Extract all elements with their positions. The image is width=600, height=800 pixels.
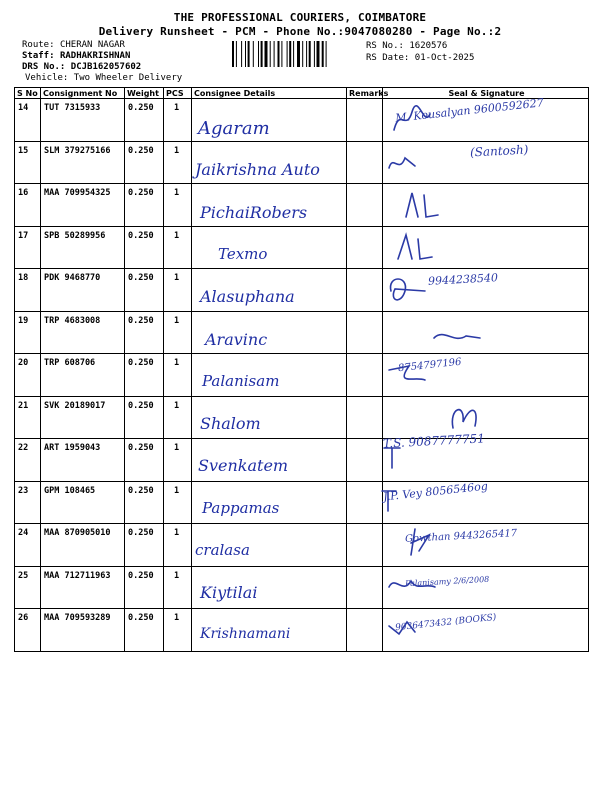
signature-scribble [385, 271, 445, 305]
handwritten-consignee: Shalom [200, 414, 261, 434]
signature-text: (Santosh) [469, 142, 529, 160]
row-sno: 23 [18, 485, 29, 496]
signature-scribble [445, 398, 505, 432]
staff-value: RADHAKRISHNAN [59, 51, 131, 61]
row-remarks-cell [347, 524, 383, 567]
staff-label: Staff: [22, 51, 55, 61]
handwritten-consignee: Kiytilai [200, 583, 258, 603]
row-pcs: 1 [174, 103, 180, 113]
handwritten-consignee: Aravinc [205, 329, 268, 349]
row-consignment: SVK 20189017 [44, 400, 106, 411]
row-sno-cell [15, 396, 41, 439]
table-row [15, 226, 589, 269]
row-weight-cell [125, 141, 164, 184]
signature-scribble [430, 314, 490, 348]
row-consignment-cell [41, 566, 125, 609]
row-sno: 21 [18, 400, 29, 411]
signature-scribble [385, 610, 445, 644]
drs-line [22, 62, 141, 72]
row-pcs-cell [164, 566, 192, 609]
row-pcs: 1 [174, 273, 180, 283]
row-remarks-cell [347, 141, 383, 184]
row-pcs: 1 [174, 443, 180, 453]
signature-text: 8754797196 [397, 356, 463, 375]
vehicle-label: Vehicle: [25, 73, 69, 83]
row-consignment: MAA 870905010 [44, 528, 111, 538]
row-consignment-cell [41, 439, 125, 482]
row-weight: 0.250 [128, 528, 154, 538]
row-weight-cell [125, 269, 164, 312]
row-remarks-cell [347, 269, 383, 312]
handwritten-consignee: Krishnamani [200, 625, 291, 642]
row-weight: 0.250 [128, 570, 154, 581]
signature-text: T.S. 9087777751 [382, 431, 486, 452]
row-consignment-cell [41, 481, 125, 524]
handwritten-consignee: Pappamas [202, 498, 280, 517]
row-weight-cell [125, 184, 164, 227]
barcode-image [232, 41, 360, 67]
row-weight: 0.250 [128, 400, 154, 411]
drs-value: DCJB162057602 [70, 62, 142, 72]
row-sno: 22 [18, 443, 29, 453]
row-sno: 14 [18, 103, 29, 113]
signature-text: Palanisamy 2/6/2008 [404, 575, 490, 589]
route-label: Route: [22, 40, 55, 50]
row-sno: 25 [18, 570, 29, 581]
row-weight-cell [125, 524, 164, 567]
table-row [15, 439, 589, 482]
handwritten-consignee: Jaikrishna Auto [195, 160, 320, 180]
row-sno: 26 [18, 613, 29, 623]
signature-scribble [390, 102, 450, 136]
row-consignee-cell [192, 226, 347, 269]
row-sno-cell [15, 99, 41, 142]
handwritten-consignee: Alasuphana [200, 287, 295, 307]
row-weight: 0.250 [128, 230, 154, 241]
table-row [15, 354, 589, 397]
row-remarks-cell [347, 226, 383, 269]
rs-no-value: 1620576 [409, 41, 448, 51]
col-consignment: Consignment No [41, 88, 125, 99]
staff-line [22, 51, 130, 61]
row-consignment: SPB 50289956 [44, 230, 106, 241]
row-sno: 20 [18, 358, 29, 368]
row-pcs: 1 [174, 570, 180, 581]
row-consignment: TUT 7315933 [44, 103, 101, 113]
row-weight-cell [125, 396, 164, 439]
row-pcs-cell [164, 354, 192, 397]
signature-scribble [385, 567, 445, 601]
row-consignment: MAA 709954325 [44, 188, 111, 198]
vehicle-line [25, 73, 182, 83]
row-weight: 0.250 [128, 613, 154, 623]
row-remarks-cell [347, 99, 383, 142]
row-weight-cell [125, 609, 164, 652]
row-remarks-cell [347, 311, 383, 354]
row-remarks-cell [347, 609, 383, 652]
row-pcs-cell [164, 141, 192, 184]
row-sno-cell [15, 226, 41, 269]
row-sno: 16 [18, 188, 29, 198]
rs-date-label: RS Date: [366, 53, 410, 63]
row-consignment-cell [41, 524, 125, 567]
row-weight-cell [125, 99, 164, 142]
row-sno: 17 [18, 230, 29, 241]
row-sno-cell [15, 524, 41, 567]
row-consignment: MAA 709593289 [44, 613, 111, 623]
row-weight: 0.250 [128, 188, 154, 198]
table-row [15, 566, 589, 609]
row-sno-cell [15, 354, 41, 397]
row-weight: 0.250 [128, 443, 154, 453]
row-consignment-cell [41, 184, 125, 227]
handwritten-consignee: Palanisam [202, 371, 280, 390]
row-weight-cell [125, 566, 164, 609]
row-weight-cell [125, 439, 164, 482]
row-pcs: 1 [174, 485, 180, 496]
signature-text: 9944238540 [427, 271, 499, 289]
row-weight-cell [125, 311, 164, 354]
row-pcs-cell [164, 396, 192, 439]
row-remarks-cell [347, 439, 383, 482]
row-pcs: 1 [174, 145, 180, 156]
row-consignment-cell [41, 396, 125, 439]
drs-label: DRS No.: [22, 62, 66, 72]
row-consignment: ART 1959043 [44, 443, 101, 453]
signature-text: M. Kousalyan 9600592627 [394, 96, 545, 125]
row-pcs-cell [164, 609, 192, 652]
row-consignment-cell [41, 141, 125, 184]
signature-scribble [392, 229, 452, 263]
row-consignment: MAA 712711963 [44, 570, 111, 581]
row-pcs-cell [164, 99, 192, 142]
table-row [15, 609, 589, 652]
row-weight: 0.250 [128, 485, 154, 496]
col-consignee: Consignee Details [192, 88, 347, 99]
row-sno-cell [15, 439, 41, 482]
row-weight: 0.250 [128, 145, 154, 156]
row-consignment: PDK 9468770 [44, 273, 101, 283]
signature-text: 9036473432 (BOOKS) [394, 612, 497, 633]
row-weight-cell [125, 226, 164, 269]
signature-text: Gowthan 9443265417 [404, 528, 518, 545]
row-pcs-cell [164, 524, 192, 567]
row-weight-cell [125, 481, 164, 524]
row-sno-cell [15, 609, 41, 652]
row-remarks-cell [347, 354, 383, 397]
row-remarks-cell [347, 396, 383, 439]
runsheet-subtitle: Delivery Runsheet - PCM - Phone No.:9047080280 - Page No.:2 [98, 25, 502, 38]
row-pcs-cell [164, 481, 192, 524]
row-consignment: GPM 108465 [44, 485, 96, 496]
row-pcs: 1 [174, 315, 180, 326]
rs-date-value: 01-Oct-2025 [414, 53, 475, 63]
row-remarks-cell [347, 184, 383, 227]
row-sno-cell [15, 311, 41, 354]
table-header-row [15, 88, 589, 99]
row-consignment: TRP 4683008 [44, 315, 101, 326]
handwritten-consignee: PichaiRobers [200, 202, 308, 222]
signature-scribble [378, 483, 438, 517]
row-pcs: 1 [174, 188, 180, 198]
row-consignment: TRP 608706 [44, 358, 96, 368]
row-weight-cell [125, 354, 164, 397]
row-pcs-cell [164, 226, 192, 269]
rs-no-line [366, 41, 447, 51]
row-sno-cell [15, 184, 41, 227]
handwritten-consignee: Svenkatem [198, 456, 289, 476]
signature-scribble [405, 525, 465, 559]
row-consignment-cell [41, 354, 125, 397]
row-sno-cell [15, 269, 41, 312]
row-sno: 19 [18, 315, 29, 326]
row-consignment-cell [41, 609, 125, 652]
signature-scribble [400, 187, 460, 221]
row-pcs: 1 [174, 230, 180, 241]
row-sno-cell [15, 481, 41, 524]
col-sno: S No [15, 88, 41, 99]
row-consignment-cell [41, 269, 125, 312]
row-pcs: 1 [174, 358, 180, 368]
signature-text: J.P. Vey 8056546og [382, 479, 489, 504]
row-consignment-cell [41, 311, 125, 354]
row-sno: 15 [18, 145, 29, 156]
signature-scribble [380, 440, 440, 474]
route-line [22, 40, 125, 50]
col-seal: Seal & Signature [383, 88, 589, 99]
row-pcs-cell [164, 269, 192, 312]
row-pcs-cell [164, 184, 192, 227]
row-pcs-cell [164, 311, 192, 354]
table-row [15, 311, 589, 354]
row-weight: 0.250 [128, 103, 154, 113]
company-title: THE PROFESSIONAL COURIERS, COIMBATORE [173, 11, 427, 24]
row-pcs-cell [164, 439, 192, 482]
row-consignment-cell [41, 99, 125, 142]
row-weight: 0.250 [128, 315, 154, 326]
row-remarks-cell [347, 566, 383, 609]
row-pcs: 1 [174, 528, 180, 538]
vehicle-value: Two Wheeler Delivery [73, 73, 183, 83]
rs-date-line [366, 53, 474, 63]
col-remarks: Remarks [347, 88, 383, 99]
row-sno: 18 [18, 273, 29, 283]
signature-scribble [385, 356, 445, 390]
route-value: CHERAN NAGAR [59, 40, 125, 50]
handwritten-consignee: Agaram [198, 118, 270, 139]
col-pcs: PCS [164, 88, 192, 99]
table-row [15, 481, 589, 524]
row-pcs: 1 [174, 400, 180, 411]
row-sno-cell [15, 141, 41, 184]
rs-no-label: RS No.: [366, 41, 404, 51]
row-consignment: SLM 379275166 [44, 145, 111, 156]
row-pcs: 1 [174, 613, 180, 623]
row-weight: 0.250 [128, 358, 154, 368]
signature-scribble [385, 144, 445, 178]
row-weight: 0.250 [128, 273, 154, 283]
handwritten-consignee: Texmo [218, 244, 268, 263]
handwritten-consignee: cralasa [195, 541, 250, 559]
col-weight: Weight [125, 88, 164, 99]
table-row [15, 269, 589, 312]
row-consignment-cell [41, 226, 125, 269]
row-sno: 24 [18, 528, 29, 538]
row-sno-cell [15, 566, 41, 609]
